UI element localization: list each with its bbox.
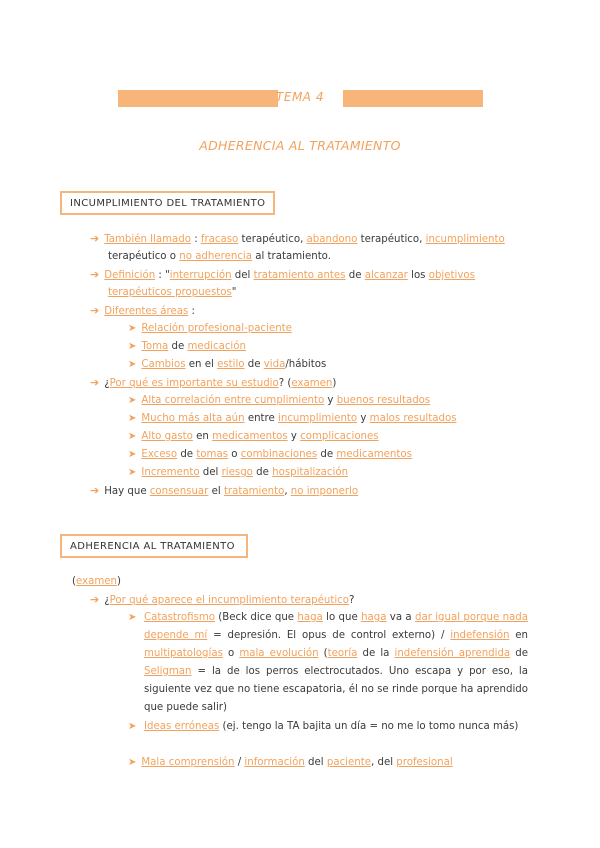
sub-catastrofismo-icon-wrap bbox=[128, 609, 141, 627]
bullet-tambien-llamado: ➔ También llamado : fracaso terapéutico, abandono terapéutico, incumplimiento bbox=[90, 232, 505, 245]
triangle-bullet-icon: ➤ bbox=[128, 431, 137, 442]
arrow-icon: ➔ bbox=[90, 304, 100, 317]
arrow-icon: ➔ bbox=[90, 268, 100, 281]
sub-incremento: ➤ Incremento del riesgo de hospitalización bbox=[128, 467, 349, 478]
sub-ideas-erroneas: Ideas erróneas (ej. tengo la TA bajita un día = no me lo tomo nunca más) bbox=[144, 721, 519, 732]
sub-alta-correlacion: ➤ Alta correlación entre cumplimiento y buenos resultados bbox=[128, 395, 431, 406]
bullet-por-que-importante: ➔ ¿Por qué es importante su estudio? (examen) bbox=[90, 376, 337, 389]
exam-note: (examen) bbox=[72, 576, 121, 587]
triangle-bullet-icon: ➤ bbox=[128, 612, 137, 623]
topic-number: TEMA 4 bbox=[276, 90, 324, 104]
arrow-icon: ➔ bbox=[90, 484, 100, 497]
sub-toma: ➤ Toma de medicación bbox=[128, 341, 246, 352]
triangle-bullet-icon: ➤ bbox=[128, 757, 137, 768]
sub-exceso: ➤ Exceso de tomas o combinaciones de medicamentos bbox=[128, 449, 412, 460]
triangle-bullet-icon: ➤ bbox=[128, 323, 137, 334]
triangle-bullet-icon: ➤ bbox=[128, 467, 137, 478]
sub-ideas-icon-wrap bbox=[128, 718, 141, 736]
bullet-definicion: ➔ Definición : "interrupción del tratamiento antes de alcanzar los objetivos bbox=[90, 268, 475, 281]
sub-catastrofismo: Catastrofismo (Beck dice que haga lo que haga va a dar igual porque nada depende mí = depresión. El opus de control externo) / indefensión en multipatologías o mala evolución (teoría de la indefensión aprendida de Seligman = la de los perros electrocutados. Uno escapa y por eso, la siguiente vez que no tiene escapatoria, él no se rinde porque ha aprendido que puede salir) bbox=[144, 612, 529, 713]
bullet-por-que-aparece: ➔ ¿Por qué aparece el incumplimiento terapéutico? bbox=[90, 593, 355, 606]
sub-alto-gasto: ➤ Alto gasto en medicamentos y complicaciones bbox=[128, 431, 379, 442]
sub-mala-comprension: ➤ Mala comprensión / información del paciente, del profesional bbox=[128, 757, 453, 768]
arrow-icon: ➔ bbox=[90, 376, 100, 389]
triangle-bullet-icon: ➤ bbox=[128, 721, 137, 732]
sub-cambios: ➤ Cambios en el estilo de vida/hábitos bbox=[128, 359, 327, 370]
bullet-consensuar: ➔ Hay que consensuar el tratamiento, no imponerlo bbox=[90, 484, 359, 497]
arrow-icon: ➔ bbox=[90, 232, 100, 245]
triangle-bullet-icon: ➤ bbox=[128, 395, 137, 406]
triangle-bullet-icon: ➤ bbox=[128, 341, 137, 352]
page-title: ADHERENCIA AL TRATAMIENTO bbox=[199, 138, 401, 153]
sub-mucho-mas: ➤ Mucho más alta aún entre incumplimiento y malos resultados bbox=[128, 413, 457, 424]
section-heading-adherencia: ADHERENCIA AL TRATAMIENTO bbox=[60, 534, 248, 558]
sub-relacion: ➤ Relación profesional-paciente bbox=[128, 323, 292, 334]
section-heading-incumplimiento: INCUMPLIMIENTO DEL TRATAMIENTO bbox=[60, 191, 275, 215]
triangle-bullet-icon: ➤ bbox=[128, 449, 137, 460]
triangle-bullet-icon: ➤ bbox=[128, 413, 137, 424]
arrow-icon: ➔ bbox=[90, 593, 100, 606]
bullet-definicion-cont: terapéuticos propuestos" bbox=[108, 287, 237, 298]
triangle-bullet-icon: ➤ bbox=[128, 359, 137, 370]
bullet-tambien-llamado-cont: terapéutico o no adherencia al tratamiento. bbox=[108, 251, 331, 262]
bullet-diferentes-areas: ➔ Diferentes áreas : bbox=[90, 304, 195, 317]
